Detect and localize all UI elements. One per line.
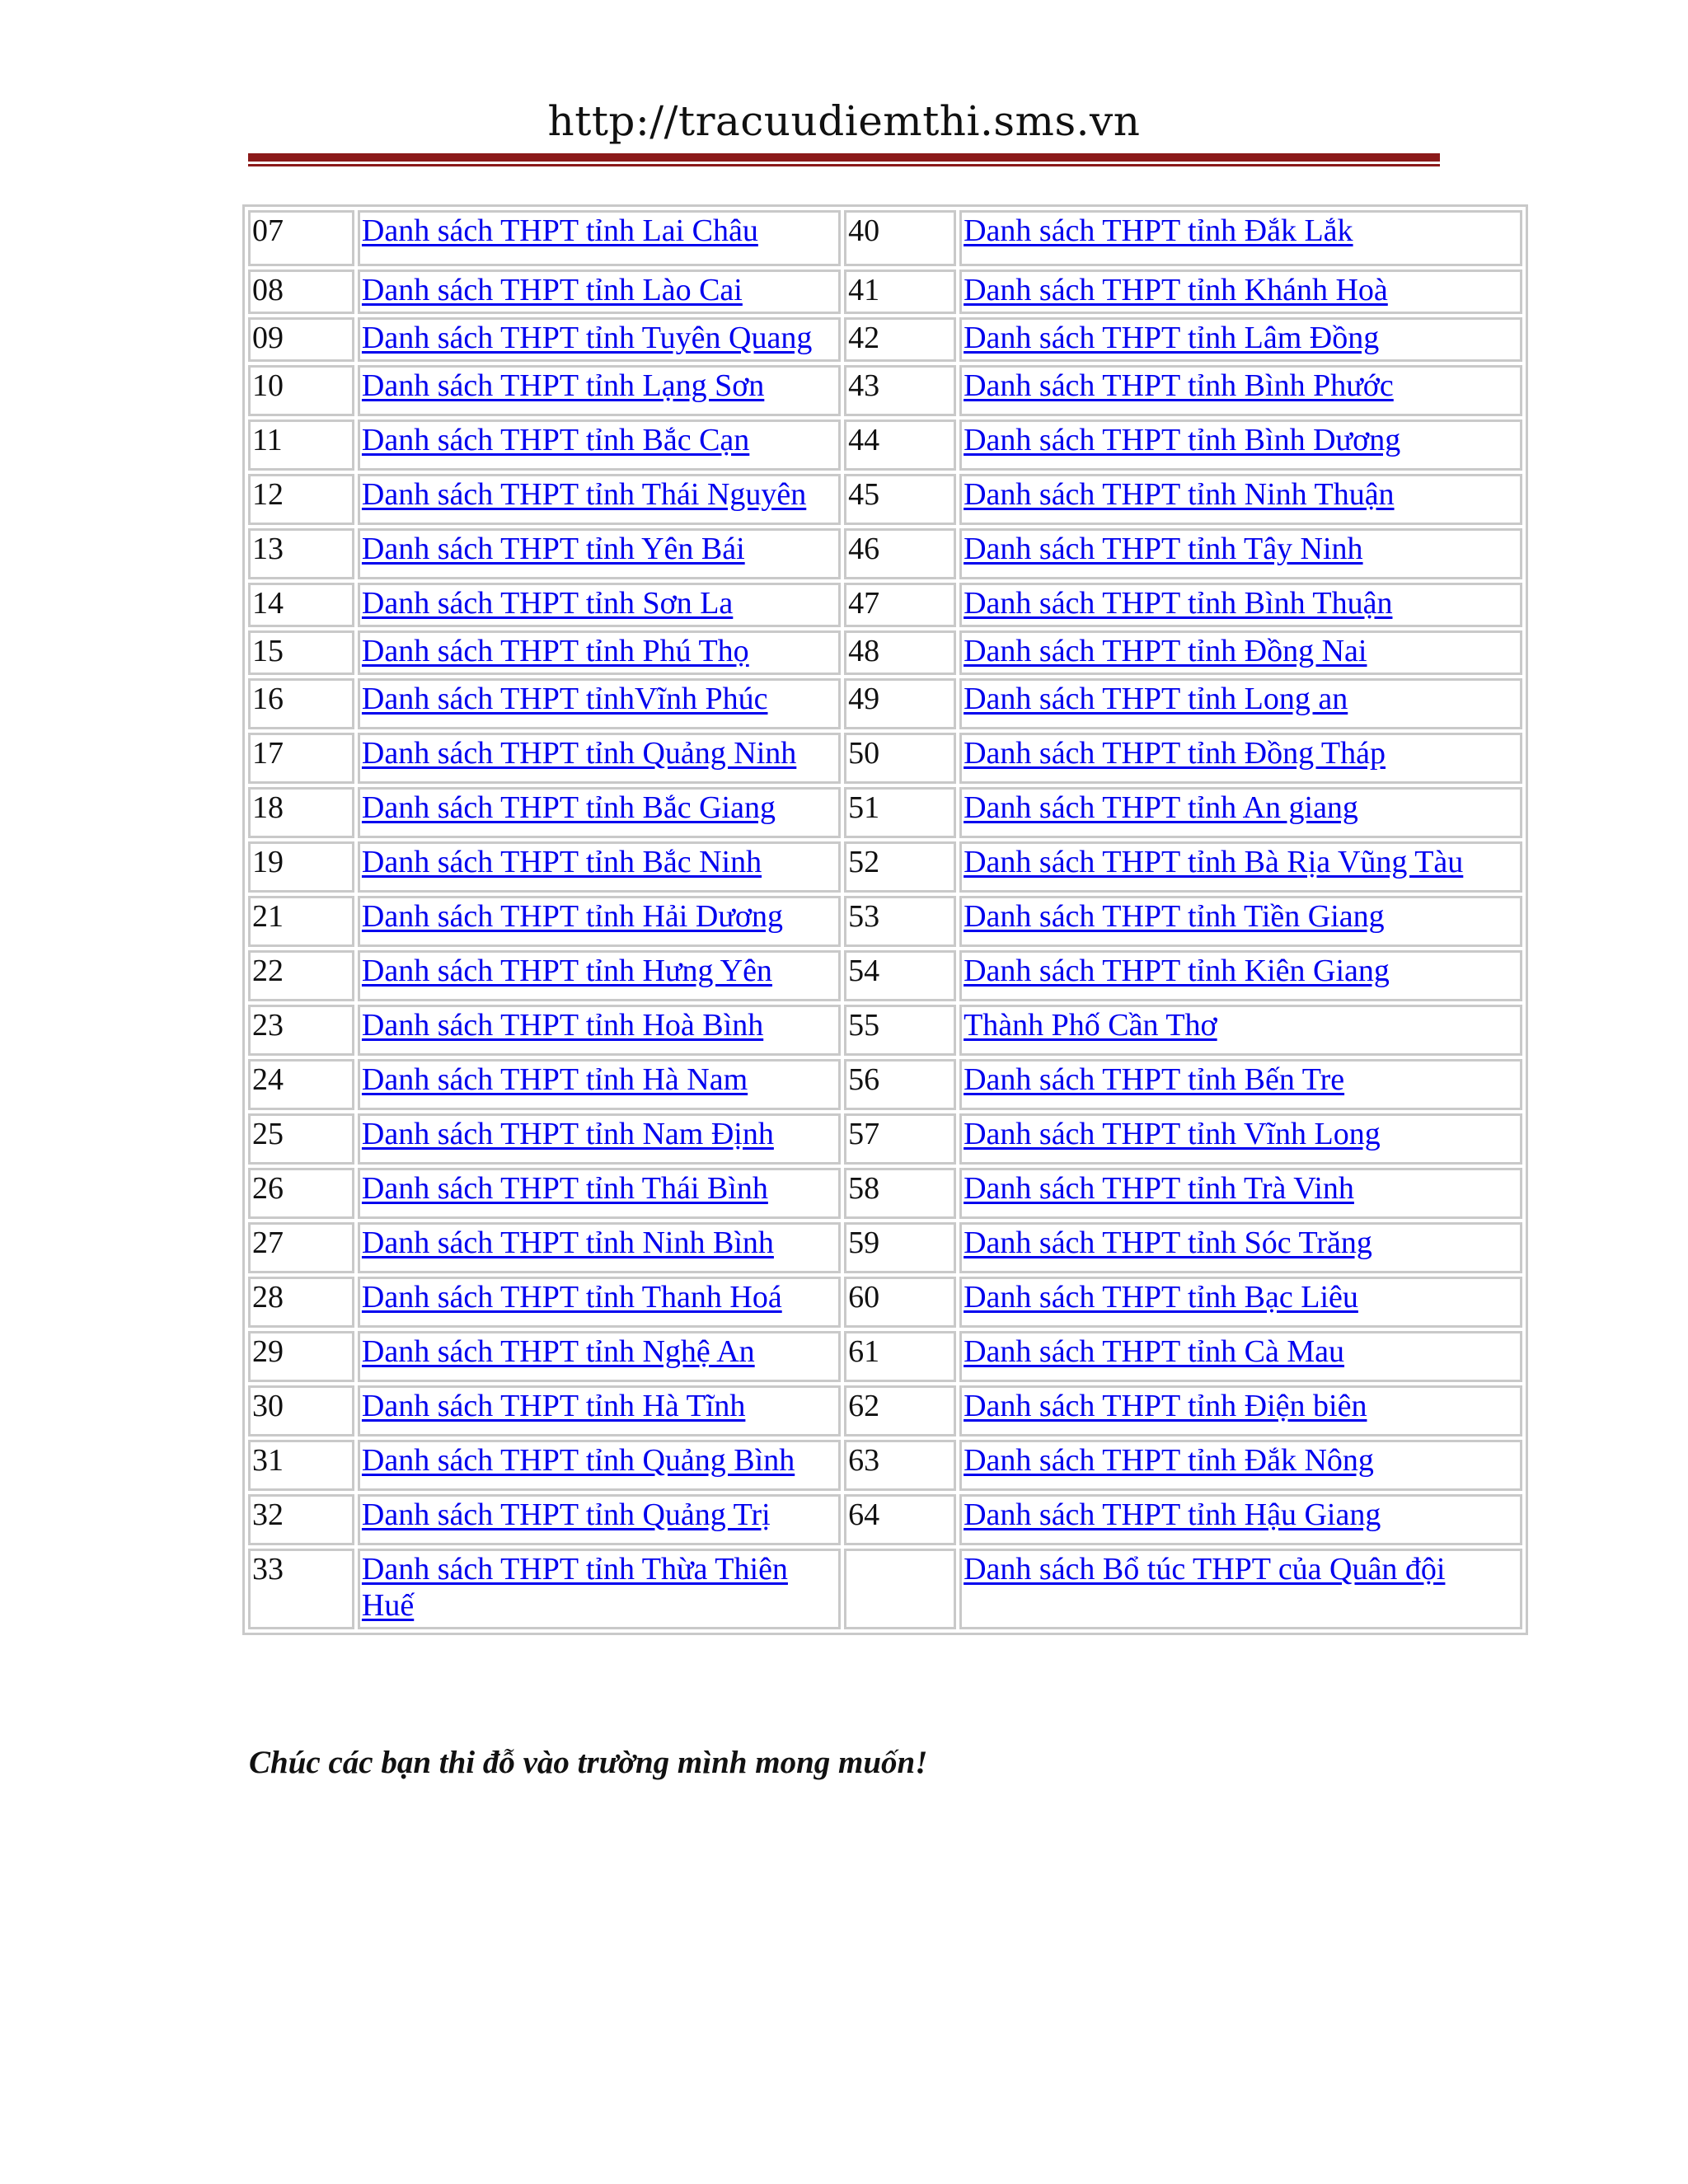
- province-code-cell: 41: [844, 269, 956, 314]
- school-list-cell: [959, 1113, 1522, 1165]
- table-row: [248, 1385, 1522, 1436]
- school-list-cell: [959, 1059, 1522, 1110]
- school-list-cell: [358, 733, 841, 784]
- school-list-cell: [959, 419, 1522, 471]
- school-list-cell: [358, 317, 841, 362]
- school-list-link[interactable]: Danh sách THPT tỉnh Hưng Yên: [361, 954, 772, 988]
- table-row: [248, 1277, 1522, 1328]
- school-list-cell: [358, 787, 841, 838]
- province-code-cell: 48: [844, 630, 956, 675]
- school-list-link[interactable]: Danh sách THPT tỉnh Điện biên: [964, 1389, 1367, 1423]
- school-list-cell: [959, 1005, 1522, 1056]
- school-list-cell: [959, 896, 1522, 947]
- school-list-link[interactable]: Danh sách THPT tỉnh Bắc Cạn: [361, 423, 750, 457]
- school-list-link[interactable]: Danh sách THPT tỉnh Hà Nam: [361, 1062, 748, 1097]
- province-code-cell: 12: [248, 474, 354, 525]
- school-list-link[interactable]: Danh sách THPT tỉnh Bạc Liêu: [964, 1280, 1358, 1315]
- closing-message: Chúc các bạn thi đỗ vào trường mình mong muốn!: [249, 1745, 928, 1780]
- school-list-cell: [358, 1385, 841, 1436]
- province-code-cell: 14: [248, 583, 354, 627]
- school-list-link[interactable]: Danh sách THPT tỉnh Sóc Trăng: [964, 1226, 1372, 1260]
- school-list-cell: [358, 1440, 841, 1491]
- table-row: [248, 1440, 1522, 1491]
- school-list-cell: [959, 787, 1522, 838]
- school-list-link[interactable]: Danh sách THPT tỉnh Quảng Trị: [361, 1497, 771, 1532]
- province-code-cell: 29: [248, 1331, 354, 1382]
- school-list-cell: [358, 841, 841, 893]
- province-code-cell: 23: [248, 1005, 354, 1056]
- school-list-cell: [959, 317, 1522, 362]
- province-code-cell: 25: [248, 1113, 354, 1165]
- province-code-cell: 58: [844, 1168, 956, 1219]
- province-code-cell: 50: [844, 733, 956, 784]
- school-list-cell: [358, 896, 841, 947]
- school-list-cell: [358, 678, 841, 729]
- table-row: [248, 1059, 1522, 1110]
- school-list-cell: [358, 1549, 841, 1629]
- school-list-link[interactable]: Danh sách THPT tỉnh Lai Châu: [361, 213, 758, 248]
- school-list-link[interactable]: Danh sách THPT tỉnh Yên Bái: [361, 532, 745, 566]
- school-list-link[interactable]: Danh sách Bổ túc THPT của Quân đội: [964, 1552, 1446, 1586]
- school-list-cell: [358, 1059, 841, 1110]
- school-list-cell: [959, 841, 1522, 893]
- school-list-link[interactable]: Danh sách THPT tỉnh Tiền Giang: [964, 899, 1385, 934]
- province-code-cell: 21: [248, 896, 354, 947]
- province-code-cell: 13: [248, 528, 354, 579]
- school-list-link[interactable]: Danh sách THPT tỉnh Lào Cai: [361, 273, 743, 307]
- school-list-link[interactable]: Danh sách THPT tỉnh Bình Dương: [964, 423, 1401, 457]
- school-list-cell: [959, 1494, 1522, 1545]
- school-list-link[interactable]: Danh sách THPT tỉnh Quảng Ninh: [361, 736, 797, 771]
- table-row: [248, 419, 1522, 471]
- table-row: [248, 1113, 1522, 1165]
- school-list-link[interactable]: Danh sách THPT tỉnh Lâm Đồng: [964, 321, 1380, 355]
- table-row: [248, 896, 1522, 947]
- school-list-link[interactable]: Danh sách THPT tỉnh Lạng Sơn: [361, 368, 765, 403]
- school-list-link[interactable]: Danh sách THPT tỉnh Sơn La: [361, 586, 734, 621]
- school-list-cell: [959, 950, 1522, 1001]
- province-code-cell: 42: [844, 317, 956, 362]
- school-list-cell: [959, 528, 1522, 579]
- school-list-cell: [358, 950, 841, 1001]
- school-list-link[interactable]: Danh sách THPT tỉnh Trà Vinh: [964, 1171, 1354, 1206]
- province-code-cell: 43: [844, 365, 956, 416]
- header-url: http://tracuudiemthi.sms.vn: [547, 97, 1141, 145]
- school-list-link[interactable]: Danh sách THPT tỉnh Ninh Bình: [361, 1226, 774, 1260]
- province-code-cell: 19: [248, 841, 354, 893]
- province-code-cell: 09: [248, 317, 354, 362]
- school-list-link[interactable]: Danh sách THPT tỉnh Khánh Hoà: [964, 273, 1388, 307]
- school-list-link[interactable]: Danh sách THPT tỉnh Thanh Hoá: [361, 1280, 782, 1315]
- province-code-cell: 08: [248, 269, 354, 314]
- school-list-cell: [358, 1168, 841, 1219]
- school-list-cell: [959, 630, 1522, 675]
- province-code-cell: 49: [844, 678, 956, 729]
- school-list-link[interactable]: Danh sách THPT tỉnhVĩnh Phúc: [361, 682, 768, 716]
- school-list-cell: [358, 1222, 841, 1273]
- table-row: [248, 583, 1522, 627]
- school-list-cell: [358, 1277, 841, 1328]
- school-list-cell: [959, 210, 1522, 266]
- school-list-link[interactable]: Danh sách THPT tỉnh Bắc Ninh: [361, 845, 762, 879]
- school-list-cell: [358, 365, 841, 416]
- table-row: [248, 1549, 1522, 1629]
- school-list-link[interactable]: Danh sách THPT tỉnh Tuyên Quang: [361, 321, 813, 355]
- school-list-link[interactable]: Danh sách THPT tỉnh Hải Dương: [361, 899, 783, 934]
- school-list-link[interactable]: Danh sách THPT tỉnh Thừa Thiên Huế: [361, 1552, 788, 1623]
- province-code-cell: 27: [248, 1222, 354, 1273]
- table-row: [248, 678, 1522, 729]
- table-row: [248, 950, 1522, 1001]
- school-list-cell: [358, 419, 841, 471]
- province-code-cell: 28: [248, 1277, 354, 1328]
- province-code-cell: 24: [248, 1059, 354, 1110]
- province-code-cell: 55: [844, 1005, 956, 1056]
- school-list-cell: [358, 1331, 841, 1382]
- table-row: [248, 1222, 1522, 1273]
- school-list-cell: [959, 678, 1522, 729]
- province-code-cell: 18: [248, 787, 354, 838]
- table-row: [248, 1494, 1522, 1545]
- school-list-link[interactable]: Danh sách THPT tỉnh Thái Nguyên: [361, 477, 807, 512]
- province-code-cell: 60: [844, 1277, 956, 1328]
- table-row: [248, 787, 1522, 838]
- province-code-cell: 47: [844, 583, 956, 627]
- table-row: [248, 210, 1522, 266]
- province-code-cell: 54: [844, 950, 956, 1001]
- table-row: [248, 630, 1522, 675]
- school-list-cell: [959, 1222, 1522, 1273]
- province-code-cell: 64: [844, 1494, 956, 1545]
- province-code-cell: 10: [248, 365, 354, 416]
- school-list-cell: [358, 269, 841, 314]
- school-list-cell: [358, 583, 841, 627]
- province-code-cell: 30: [248, 1385, 354, 1436]
- school-list-link[interactable]: Danh sách THPT tỉnh Thái Bình: [361, 1171, 768, 1206]
- school-list-link[interactable]: Danh sách THPT tỉnh An giang: [964, 790, 1358, 825]
- province-code-cell: 57: [844, 1113, 956, 1165]
- province-code-cell: 52: [844, 841, 956, 893]
- school-list-link[interactable]: Danh sách THPT tỉnh Đồng Nai: [964, 634, 1367, 668]
- province-code-cell: 62: [844, 1385, 956, 1436]
- school-list-link[interactable]: Danh sách THPT tỉnh Quảng Bình: [361, 1443, 795, 1478]
- school-list-cell: [358, 1494, 841, 1545]
- province-code-cell: 11: [248, 419, 354, 471]
- school-list-cell: [959, 1277, 1522, 1328]
- school-list-link[interactable]: Danh sách THPT tỉnh Vĩnh Long: [964, 1117, 1381, 1151]
- table-row: [248, 474, 1522, 525]
- province-code-cell: 46: [844, 528, 956, 579]
- province-code-cell: [844, 1549, 956, 1629]
- school-list-link[interactable]: Danh sách THPT tỉnh Ninh Thuận: [964, 477, 1395, 512]
- school-list-link[interactable]: Danh sách THPT tỉnh Bà Rịa Vũng Tàu: [964, 845, 1464, 879]
- header-divider-thin: [248, 164, 1440, 166]
- school-list-cell: [959, 365, 1522, 416]
- school-list-link[interactable]: Danh sách THPT tỉnh Đắk Nông: [964, 1443, 1374, 1478]
- school-list-table: [242, 204, 1528, 1635]
- school-list-link[interactable]: Danh sách THPT tỉnh Đồng Tháp: [964, 736, 1386, 771]
- province-code-cell: 59: [844, 1222, 956, 1273]
- school-list-cell: [358, 528, 841, 579]
- school-list-link[interactable]: Danh sách THPT tỉnh Hậu Giang: [964, 1497, 1381, 1532]
- school-list-cell: [959, 474, 1522, 525]
- school-list-cell: [959, 1168, 1522, 1219]
- province-code-cell: 53: [844, 896, 956, 947]
- province-code-cell: 16: [248, 678, 354, 729]
- province-code-cell: 22: [248, 950, 354, 1001]
- school-list-cell: [358, 1005, 841, 1056]
- table-row: [248, 1005, 1522, 1056]
- school-list-link[interactable]: Danh sách THPT tỉnh Bình Phước: [964, 368, 1394, 403]
- school-list-link[interactable]: Danh sách THPT tỉnh Cà Mau: [964, 1334, 1345, 1369]
- table-row: [248, 528, 1522, 579]
- province-code-cell: 61: [844, 1331, 956, 1382]
- province-code-cell: 33: [248, 1549, 354, 1629]
- province-code-cell: 26: [248, 1168, 354, 1219]
- province-code-cell: 51: [844, 787, 956, 838]
- school-list-link[interactable]: Danh sách THPT tỉnh Đắk Lắk: [964, 213, 1353, 248]
- table-row: [248, 1168, 1522, 1219]
- school-list-cell: [959, 1440, 1522, 1491]
- school-list-cell: [358, 210, 841, 266]
- province-code-cell: 44: [844, 419, 956, 471]
- school-list-cell: [959, 583, 1522, 627]
- school-list-cell: [959, 269, 1522, 314]
- table-row: [248, 365, 1522, 416]
- school-list-cell: [959, 1385, 1522, 1436]
- province-code-cell: 63: [844, 1440, 956, 1491]
- school-list-link[interactable]: Danh sách THPT tỉnh Hoà Bình: [361, 1008, 764, 1043]
- school-list-link[interactable]: Danh sách THPT tỉnh Hà Tĩnh: [361, 1389, 746, 1423]
- school-list-link[interactable]: Danh sách THPT tỉnh Long an: [964, 682, 1348, 716]
- school-list-link[interactable]: Danh sách THPT tỉnh Nam Định: [361, 1117, 774, 1151]
- header-divider: [248, 153, 1440, 162]
- province-code-cell: 15: [248, 630, 354, 675]
- province-code-cell: 45: [844, 474, 956, 525]
- school-list-cell: [959, 1549, 1522, 1629]
- school-list-cell: [358, 474, 841, 525]
- school-list-cell: [959, 1331, 1522, 1382]
- school-list-link[interactable]: Danh sách THPT tỉnh Bắc Giang: [361, 790, 776, 825]
- table-row: [248, 317, 1522, 362]
- school-list-link[interactable]: Danh sách THPT tỉnh Nghệ An: [361, 1334, 755, 1369]
- table-row: [248, 733, 1522, 784]
- school-list-link[interactable]: Danh sách THPT tỉnh Kiên Giang: [964, 954, 1390, 988]
- school-list-link[interactable]: Danh sách THPT tỉnh Phú Thọ: [361, 634, 749, 668]
- table-row: [248, 841, 1522, 893]
- school-list-cell: [959, 733, 1522, 784]
- province-code-cell: 56: [844, 1059, 956, 1110]
- province-code-cell: 17: [248, 733, 354, 784]
- province-code-cell: 40: [844, 210, 956, 266]
- school-list-link[interactable]: Thành Phố Cần Thơ: [964, 1008, 1217, 1043]
- school-list-cell: [358, 630, 841, 675]
- school-list-link[interactable]: Danh sách THPT tỉnh Tây Ninh: [964, 532, 1363, 566]
- province-code-cell: 31: [248, 1440, 354, 1491]
- school-list-link[interactable]: Danh sách THPT tỉnh Bến Tre: [964, 1062, 1345, 1097]
- school-list-cell: [358, 1113, 841, 1165]
- province-code-cell: 32: [248, 1494, 354, 1545]
- school-list-link[interactable]: Danh sách THPT tỉnh Bình Thuận: [964, 586, 1393, 621]
- table-row: [248, 1331, 1522, 1382]
- table-row: [248, 269, 1522, 314]
- province-code-cell: 07: [248, 210, 354, 266]
